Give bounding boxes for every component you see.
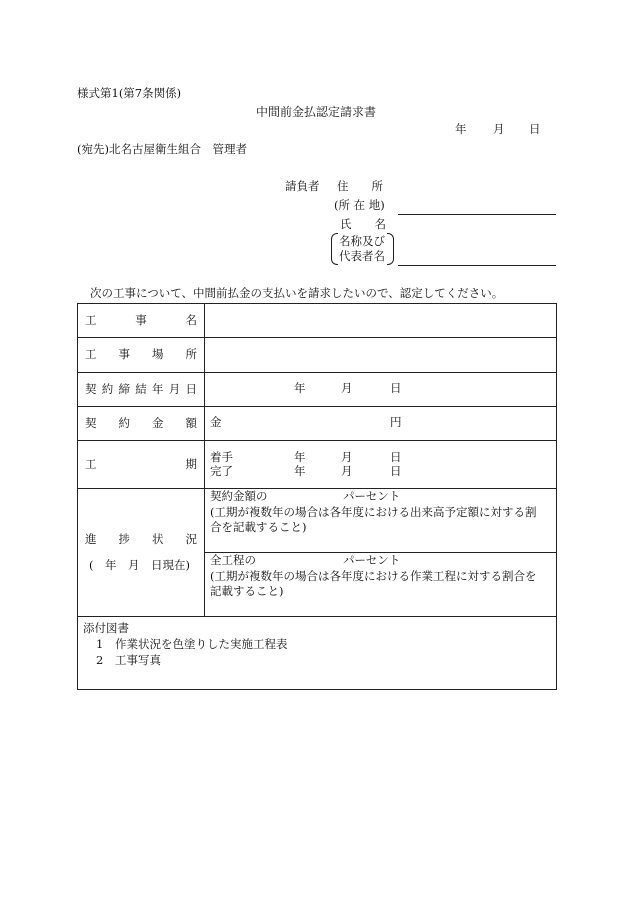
label-char: 工	[85, 456, 97, 471]
row-contract-amount	[78, 407, 557, 441]
request-table	[77, 303, 557, 690]
period-end-year: 年	[294, 463, 306, 478]
row-period	[78, 441, 557, 489]
attachments-heading: 添付図書	[83, 621, 129, 635]
label-construction-site	[78, 338, 205, 373]
period-start-day: 日	[390, 449, 402, 464]
label-contract-date	[78, 373, 205, 407]
label-construction-name	[78, 304, 205, 338]
label-char: 工	[85, 312, 97, 327]
label-contract-amount	[78, 407, 205, 441]
row-progress-contract	[78, 489, 557, 553]
name-label: 氏 名	[340, 217, 386, 231]
address-sub-label: (所 在 地)	[334, 198, 385, 212]
contract-date-year: 年	[294, 380, 306, 395]
date-day: 日	[529, 122, 541, 136]
work-ratio-field[interactable]	[205, 553, 557, 617]
label-char: 約	[118, 415, 130, 430]
contract-ratio-note-2: 合を記載すること)	[210, 520, 307, 534]
construction-name-field[interactable]	[205, 304, 557, 338]
right-brace	[387, 233, 394, 265]
period-field[interactable]	[205, 441, 557, 489]
recipient: (宛先)北名古屋衛生組合 管理者	[77, 142, 247, 156]
construction-site-field[interactable]	[205, 338, 557, 373]
contract-date-month: 月	[341, 380, 353, 395]
label-char: 期	[185, 456, 197, 471]
contract-ratio-note-1: (工期が複数年の場合は各年度における出来高予定額に対する割	[210, 505, 537, 519]
label-char: 事	[118, 347, 130, 362]
label-char: 事	[135, 312, 147, 327]
label-char: 場	[152, 347, 164, 362]
label-char: 捗	[118, 532, 130, 546]
label-char: 額	[185, 415, 197, 430]
work-ratio-note-2: 記載すること)	[210, 584, 284, 598]
label-chars	[78, 415, 204, 430]
row-contract-date	[78, 373, 557, 407]
row-attachments	[78, 617, 557, 690]
label-char: 所	[185, 347, 197, 362]
attachment-item	[83, 636, 556, 652]
contract-date-field[interactable]	[205, 373, 557, 407]
label-char: 締	[118, 381, 130, 396]
label-char: 結	[135, 381, 147, 396]
label-char: 況	[185, 532, 197, 546]
name-sub-label-1: 名称及び	[339, 234, 385, 248]
period-end-label: 完了	[210, 463, 233, 478]
period-end-day: 日	[390, 463, 402, 478]
label-char: 金	[152, 415, 164, 430]
attachments-cell	[78, 617, 557, 690]
attachment-text: 工事写真	[114, 653, 161, 667]
left-brace	[331, 233, 338, 265]
attachment-item	[83, 652, 556, 668]
row-construction-name	[78, 304, 557, 338]
label-char: 状	[152, 532, 164, 546]
label-char: 名	[185, 312, 197, 327]
name-sub-label-2: 代表者名	[339, 249, 385, 263]
label-period	[78, 441, 205, 489]
label-char: 日	[185, 381, 197, 396]
label-chars	[78, 349, 204, 361]
period-start-year: 年	[294, 449, 306, 464]
period-start-label: 着手	[210, 449, 233, 464]
attachment-num: 2	[96, 653, 104, 667]
contract-ratio-unit: パーセント	[343, 489, 401, 503]
label-char: 年	[152, 381, 164, 396]
label-char: 契	[85, 415, 97, 430]
contract-amount-field[interactable]	[205, 407, 557, 441]
contract-date-day: 日	[390, 380, 402, 395]
label-char: 進	[85, 532, 97, 546]
contract-ratio-field[interactable]	[205, 489, 557, 553]
name-input-line[interactable]	[398, 265, 556, 266]
date-month: 月	[493, 122, 505, 136]
label-chars	[78, 312, 204, 327]
label-chars	[78, 456, 204, 471]
label-char: 月	[168, 381, 181, 396]
label-chars	[78, 534, 204, 546]
period-start-month: 月	[341, 449, 353, 464]
address-input-line[interactable]	[398, 214, 556, 215]
document-title: 中間前金払認定請求書	[256, 105, 377, 119]
date-year: 年	[455, 122, 467, 136]
label-char: 契	[85, 381, 97, 396]
work-ratio-label: 全工程の	[210, 553, 256, 567]
row-construction-site	[78, 338, 557, 373]
label-chars	[78, 381, 204, 396]
contract-ratio-label: 契約金額の	[210, 489, 268, 503]
address-label: 住 所	[337, 179, 383, 193]
intro-text: 次の工事について、中間前払金の支払いを請求したいので、認定してください。	[90, 286, 504, 300]
progress-as-of: ( 年 月 日現在)	[89, 557, 190, 572]
period-end-month: 月	[341, 463, 353, 478]
label-char: 約	[101, 381, 114, 396]
work-ratio-unit: パーセント	[343, 553, 401, 567]
amount-unit: 円	[390, 414, 402, 429]
label-char: 工	[85, 347, 97, 362]
attachment-text: 作業状況を色塗りした実施工程表	[114, 637, 288, 651]
work-ratio-note-1: (工期が複数年の場合は各年度における作業工程に対する割合を	[210, 569, 537, 583]
label-progress	[78, 489, 205, 617]
form-number: 様式第1(第7条関係)	[77, 86, 182, 100]
amount-prefix: 金	[210, 414, 222, 429]
attachment-num: 1	[96, 637, 104, 651]
applicant-role: 請負者	[285, 179, 320, 193]
